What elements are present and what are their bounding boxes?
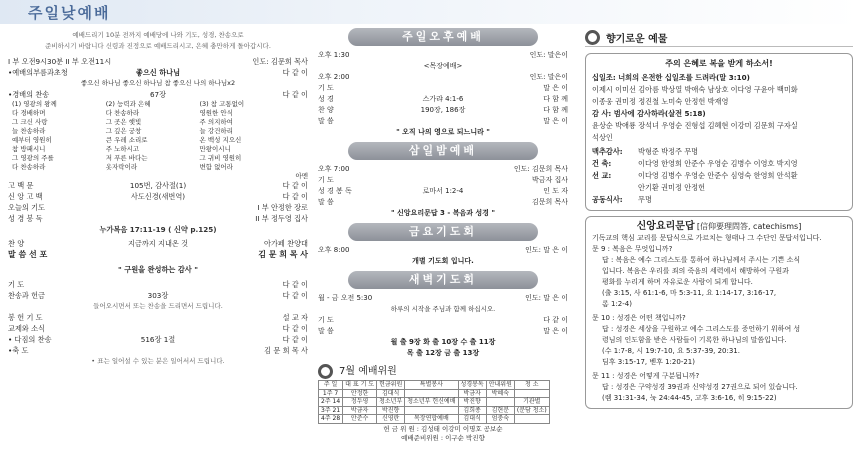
hymn-line: 그 곳은 햇빛 bbox=[105, 118, 142, 126]
offering-names: 안기환 권미정 안정헌 bbox=[638, 183, 706, 192]
order-person: 말 은 이 bbox=[543, 327, 568, 335]
service-time: 오후 8:00 bbox=[318, 246, 350, 254]
offering-note: 들어오시면서 또는 찬송을 드리면서 드립니다. bbox=[93, 302, 223, 310]
table-cell: 김현분 bbox=[486, 406, 514, 415]
order-row bbox=[8, 323, 308, 334]
order-person: 인 도 자 bbox=[543, 187, 568, 195]
table-cell bbox=[486, 398, 514, 407]
responsive-reading bbox=[8, 224, 308, 235]
order-label: 기 도 bbox=[8, 280, 25, 289]
dawn-title: 새벽기도회 bbox=[348, 271, 538, 289]
service-leader: 인도: 말 은 이 bbox=[525, 246, 568, 254]
order-person: 설 교 자 bbox=[282, 313, 308, 322]
order-label: 기 도 bbox=[318, 84, 334, 92]
hymn-line: 큰 우레 소리로 bbox=[105, 136, 148, 144]
table-header-cell: 특별봉사 bbox=[405, 381, 458, 390]
hymn-row bbox=[8, 136, 308, 145]
order-row bbox=[318, 175, 568, 186]
order-list bbox=[318, 315, 568, 337]
hymn-line: 그 크신 사랑 bbox=[12, 118, 48, 126]
order-person: 다 같 이 bbox=[543, 316, 568, 324]
hymn-row bbox=[8, 118, 308, 127]
friday-time-row bbox=[318, 245, 568, 256]
order-detail: 사도신경(새번역) bbox=[130, 192, 186, 201]
offering-names: 이다영 김병수 우영순 안준수 심영숙 한영희 안석환 bbox=[638, 171, 798, 180]
offering-row bbox=[592, 182, 846, 194]
order-label: 성 경 봉 독 bbox=[318, 187, 352, 195]
duty-title: 7월 예배위원 bbox=[339, 365, 397, 377]
order-detail: 303장 bbox=[147, 291, 169, 300]
morning-service bbox=[8, 30, 308, 367]
hymn-lyrics bbox=[8, 100, 308, 172]
order-detail: 로마서 1:2-4 bbox=[422, 187, 464, 195]
offering-row bbox=[592, 170, 846, 182]
offering-row bbox=[592, 194, 846, 206]
order-row bbox=[8, 334, 308, 345]
order-person: 다 같 이 bbox=[282, 181, 308, 190]
table-cell: 김희종 bbox=[458, 406, 486, 415]
order-label: •경배의 찬송 bbox=[8, 90, 50, 99]
bullet-icon bbox=[585, 30, 600, 45]
order-label: 성 경 bbox=[318, 95, 334, 103]
service-time: 오후 1:30 bbox=[318, 51, 350, 59]
order-label: 말 씀 bbox=[318, 117, 334, 125]
hymn-line: 다 찬송하라 bbox=[12, 163, 46, 171]
table-cell: 박혜숙 bbox=[486, 389, 514, 398]
hymn-line: 만왕이시니 bbox=[199, 145, 231, 153]
table-cell: 박진향 bbox=[458, 398, 486, 407]
afternoon-time-row bbox=[318, 50, 568, 61]
order-label: 오늘의 기도 bbox=[8, 203, 46, 212]
fragrance-header bbox=[585, 28, 853, 47]
dawn-time-row bbox=[318, 293, 568, 304]
hymn-line: 그 깊은 궁창 bbox=[105, 127, 142, 135]
order-label: •축 도 bbox=[8, 346, 29, 355]
thanks-names: 석상인 bbox=[592, 133, 613, 142]
fragrance-title: 향기로운 예물 bbox=[606, 33, 668, 45]
order-person: 다 같 이 bbox=[282, 280, 308, 289]
order-list bbox=[8, 180, 308, 224]
hymn-line: 저 푸른 바다는 bbox=[105, 154, 148, 162]
order-person: 다 함 께 bbox=[543, 95, 568, 103]
question: 문 11 : 성경은 어떻게 구분됩니까? bbox=[592, 372, 700, 380]
table-cell: 정두영 bbox=[343, 398, 377, 407]
offering-names: 박형준 박정주 무명 bbox=[638, 147, 699, 156]
duty-header bbox=[318, 362, 568, 380]
order-detail: 67장 bbox=[149, 90, 167, 99]
hymn-line: (3) 참 고통없이 bbox=[199, 100, 245, 108]
hymn-line: 영원한 안식 bbox=[199, 109, 233, 117]
intro-line-1: 예배드리기 10분 전까지 예배당에 나와 기도, 성경, 찬송으로 bbox=[72, 31, 244, 39]
order-person: II 부 정두영 집사 bbox=[255, 214, 308, 223]
order-row bbox=[318, 105, 568, 116]
offering-label: 선 교: bbox=[592, 171, 612, 180]
order-row bbox=[318, 197, 568, 208]
answer-line: (수 1:7-8, 시 19:7-10, 요 5:37-39, 20:31. bbox=[602, 347, 740, 355]
service-time: 오후 7:00 bbox=[318, 165, 350, 173]
order-row bbox=[8, 67, 308, 78]
catechism-title: 신앙요리문답 bbox=[636, 221, 695, 232]
answer-line: 딤후 3:15-17, 벧후 1:20-21) bbox=[602, 358, 695, 366]
order-row bbox=[8, 89, 308, 100]
order-label: •예배의부름과초청 bbox=[8, 68, 68, 77]
footer-note: • 표는 일어설 수 있는 분은 일어서서 드립니다. bbox=[91, 357, 225, 365]
order-person: 다 같 이 bbox=[282, 68, 308, 77]
order-list bbox=[318, 175, 568, 208]
order-label: 말 씀 선 포 bbox=[8, 250, 48, 259]
answer-line: 답 : 성경은 세상을 구원하고 예수 그리스도를 증언하기 위하여 성 bbox=[602, 325, 801, 333]
order-detail: 좋으신 하나님 bbox=[135, 68, 181, 77]
answer-line: 롬 1:2-4) bbox=[602, 300, 632, 308]
intro-line-2: 준비하시기 바랍니다 신령과 진정으로 예배드리시고, 은혜 충만하게 돌아갑시다. bbox=[45, 42, 271, 50]
order-person: 말 은 이 bbox=[543, 117, 568, 125]
afternoon-time-row-2 bbox=[318, 72, 568, 83]
table-header-row bbox=[319, 381, 550, 390]
answer-line: (렘 31:31-34, 눅 24:44-45, 고후 3:6-16, 히 9:15-22) bbox=[602, 394, 777, 402]
sermon-title-row bbox=[8, 264, 308, 275]
table-cell bbox=[405, 389, 458, 398]
offering-names: 무명 bbox=[638, 195, 652, 204]
table-header-cell: 청 소 bbox=[514, 381, 549, 390]
catechism-heading bbox=[592, 221, 846, 233]
friday-note-row bbox=[318, 256, 568, 267]
answer-line: 답 : 성경은 구약성경 39권과 신약성경 27권으로 되어 있습니다. bbox=[602, 383, 798, 391]
duty-footer-1: 헌 금 위 원 : 김성태 이강미 이명호 공보순 bbox=[383, 424, 503, 433]
offering-list bbox=[592, 146, 846, 206]
answer bbox=[592, 324, 846, 368]
hymn-row bbox=[8, 154, 308, 163]
order-label: 찬 양 bbox=[8, 239, 25, 248]
order-label: 봉 헌 기 도 bbox=[8, 313, 43, 322]
table-row bbox=[319, 415, 550, 424]
hymn-line: 온 백성 지으신 bbox=[199, 136, 242, 144]
order-list bbox=[318, 83, 568, 127]
table-header-cell: 안내위원 bbox=[486, 381, 514, 390]
hymn-row bbox=[8, 127, 308, 136]
question: 문 9 : 복음은 무엇입니까? bbox=[592, 245, 673, 253]
table-cell: 김대식 bbox=[458, 415, 486, 424]
order-label: 기 도 bbox=[318, 316, 334, 324]
order-label: 말 씀 bbox=[318, 327, 334, 335]
sermon-title: " 오직 나의 영으로 되느니라 " bbox=[396, 128, 490, 136]
table-cell: 엄중숙 bbox=[486, 415, 514, 424]
order-person: 김문희 목사 bbox=[531, 198, 568, 206]
order-person: 다 같 이 bbox=[282, 324, 308, 333]
wednesday-sermon-row bbox=[318, 208, 568, 219]
wednesday-title: 삼일밤예배 bbox=[348, 142, 538, 160]
catechism-box bbox=[585, 216, 853, 409]
dawn-schedule: 목 출 12장 금 출 13장 bbox=[406, 349, 480, 357]
order-person: 말 은 이 bbox=[543, 84, 568, 92]
hymn-line: 참 방패시니 bbox=[12, 145, 46, 153]
order-label: 교제와 소식 bbox=[8, 324, 46, 333]
hymn-line: 다 찬송하라 bbox=[105, 109, 140, 117]
order-detail: 190장, 186장 bbox=[420, 106, 466, 114]
hymn-row bbox=[8, 145, 308, 154]
bullet-icon bbox=[318, 364, 333, 379]
tithe-title: 십일조: 너희의 온전한 십일조를 드려라(말 3:10) bbox=[592, 73, 750, 82]
table-cell: 박진향 bbox=[377, 406, 405, 415]
lyrics-text: 좋으신 하나님 좋으신 하나님 참 좋으신 나의 하나님x2 bbox=[80, 79, 236, 87]
hymn-line: 주 의지하여 bbox=[199, 118, 233, 126]
table-cell bbox=[514, 415, 549, 424]
table-cell: 안준수 bbox=[343, 415, 377, 424]
hymn-line: 늘 찬송하라 bbox=[12, 127, 46, 135]
order-detail: 스가랴 4:1-6 bbox=[422, 95, 464, 103]
order-row bbox=[318, 116, 568, 127]
tithe-names: 이종웅 권미정 정진철 노미숙 안정헌 박재영 bbox=[592, 97, 729, 106]
afternoon-title: 주일오후예배 bbox=[348, 28, 538, 46]
order-person: I 부 안정한 장로 bbox=[257, 203, 308, 212]
service-time-row bbox=[8, 56, 308, 67]
order-row bbox=[8, 191, 308, 202]
order-person: 다 같 이 bbox=[282, 335, 308, 344]
fragrance-headline: 주의 은혜로 복을 받게 하소서! bbox=[665, 59, 773, 68]
order-person: 김 문 희 목 사 bbox=[264, 346, 308, 355]
order-label: 신 앙 고 백 bbox=[8, 192, 43, 201]
table-cell: 안정한 bbox=[343, 389, 377, 398]
service-leader: 인도: 말은이 bbox=[529, 51, 568, 59]
order-list bbox=[8, 279, 308, 301]
catechism-subtitle: [信仰要理問答, catechisms] bbox=[696, 222, 802, 231]
table-cell: 기관별 bbox=[514, 398, 549, 407]
dawn-schedule-row bbox=[318, 337, 568, 348]
question: 문 10 : 성경은 어떤 책입니까? bbox=[592, 314, 686, 322]
hymn-line: (2) 능력과 은혜 bbox=[105, 100, 151, 108]
table-row bbox=[319, 406, 550, 415]
offering-label: 건 축: bbox=[592, 159, 612, 168]
order-person: 다 같 이 bbox=[282, 291, 308, 300]
friday-title: 금요기도회 bbox=[348, 223, 538, 241]
table-cell: 박금자 bbox=[458, 389, 486, 398]
order-label: 기 도 bbox=[318, 176, 334, 184]
hymn-line: 변함 없어라 bbox=[199, 163, 233, 171]
order-row bbox=[8, 345, 308, 356]
sermon-title: " 신앙요리문답 3 - 복음과 성경 " bbox=[390, 209, 496, 217]
thanks-names: 윤상순 박애룡 장석녀 우영순 진형섭 김혜현 이강미 김문희 구자실 bbox=[592, 121, 798, 130]
responsive-text: 누가복음 17:11-19 ( 신약 p.125) bbox=[99, 225, 217, 234]
table-cell: (분담 청소) bbox=[514, 406, 549, 415]
order-person: 박금자 집사 bbox=[531, 176, 568, 184]
choir-row bbox=[8, 238, 308, 249]
service-leader: 인도: 김문희 목사 bbox=[252, 57, 308, 66]
order-label: 찬송과 헌금 bbox=[8, 291, 46, 300]
table-cell: 2주 14 bbox=[319, 398, 343, 407]
catechism-intro: 기독교의 핵심 교리를 문답식으로 가르치는 형태나 그 수단인 문답서입니다. bbox=[592, 234, 822, 242]
table-header-cell: 주 일 bbox=[319, 381, 343, 390]
order-person: 다 같 이 bbox=[282, 90, 308, 99]
tithe-names: 이제시 이미선 김아름 박상열 박애숙 남상호 이다영 구윤아 백미화 bbox=[592, 85, 798, 94]
afternoon-sermon-row bbox=[318, 127, 568, 138]
offering-row bbox=[592, 146, 846, 158]
page-title: 주일낮예배 bbox=[28, 4, 111, 22]
group-row bbox=[318, 61, 568, 72]
dawn-schedule: 월 출 9장 화 출 10장 수 출 11장 bbox=[390, 338, 496, 346]
table-cell: 박금자 bbox=[343, 406, 377, 415]
table-header-cell: 헌금위원 bbox=[377, 381, 405, 390]
service-time: 월 - 금 오전 5:30 bbox=[318, 294, 373, 302]
order-row bbox=[8, 290, 308, 301]
answer-line: 평화를 누리게 하며 자유로운 사람이 되게 합니다. bbox=[602, 278, 753, 286]
answer-line: 령님의 인도함을 받은 사람들이 기록한 하나님의 말씀입니다. bbox=[602, 336, 787, 344]
right-column bbox=[585, 28, 853, 409]
top-banner bbox=[0, 0, 860, 24]
answer-line: (출 3:15, 사 61:1-6, 마 5:3-11, 요 1:14-17, 3:16-17, bbox=[602, 289, 777, 297]
sermon-title: " 구원을 완성하는 감사 " bbox=[118, 265, 198, 274]
order-person: 다 함 께 bbox=[543, 106, 568, 114]
hymn-line: 옷자락이라 bbox=[105, 163, 138, 171]
order-row bbox=[318, 326, 568, 337]
order-label: 고 백 문 bbox=[8, 181, 34, 190]
service-time: 오후 2:00 bbox=[318, 73, 350, 81]
duty-footer-2: 예배준비위원 : 이구순 박진향 bbox=[401, 433, 485, 442]
hymn-line: 그 귀비 영원히 bbox=[199, 154, 242, 162]
offering-label: 맥추감사: bbox=[592, 147, 623, 156]
dawn-note: 하루의 시작을 주님과 함께 하십시오. bbox=[390, 305, 496, 313]
answer-line: 답 : 복음은 예수 그리스도를 통하여 하나님께서 주시는 기쁜 소식 bbox=[602, 256, 801, 264]
order-row bbox=[8, 202, 308, 213]
hymn-row bbox=[8, 109, 308, 118]
dawn-note-row bbox=[318, 304, 568, 315]
table-header-cell: 성경봉독 bbox=[458, 381, 486, 390]
amen: 아멘 bbox=[295, 172, 308, 180]
table-row bbox=[319, 389, 550, 398]
table-row bbox=[319, 398, 550, 407]
order-label: 말 씀 bbox=[318, 198, 334, 206]
order-detail: 105번, 감사절(1) bbox=[129, 181, 187, 190]
table-cell: 신영란 bbox=[377, 415, 405, 424]
order-row bbox=[318, 83, 568, 94]
service-leader: 인도: 말 은 이 bbox=[525, 294, 568, 302]
order-person: 다 같 이 bbox=[282, 192, 308, 201]
offering-names: 이다영 한영희 안준수 우영순 김병수 이영호 박지영 bbox=[638, 159, 798, 168]
order-row bbox=[8, 312, 308, 323]
order-detail: 지금까지 지내온 것 bbox=[127, 239, 189, 248]
hymn-row bbox=[8, 163, 308, 172]
table-cell: 청소년부 헌신예배 bbox=[405, 398, 458, 407]
duty-table bbox=[318, 380, 550, 424]
order-row bbox=[8, 213, 308, 224]
hymn-line: 예부터 영원히 bbox=[12, 136, 52, 144]
order-row bbox=[318, 186, 568, 197]
dawn-schedule-row bbox=[318, 348, 568, 359]
hymn-row bbox=[8, 100, 308, 109]
order-list bbox=[8, 312, 308, 356]
call-lyrics bbox=[8, 78, 308, 89]
order-label: • 다짐의 찬송 bbox=[8, 335, 52, 344]
group-label: <목장예배> bbox=[423, 62, 463, 70]
order-row bbox=[318, 315, 568, 326]
thanks-title: 감 사: 범사에 감사하라(살전 5:18) bbox=[592, 109, 706, 118]
service-leader: 인도: 김문희 목사 bbox=[513, 165, 568, 173]
hymn-line: 다 경배하며 bbox=[12, 109, 46, 117]
order-label: 성 경 봉 독 bbox=[8, 214, 43, 223]
wednesday-time-row bbox=[318, 164, 568, 175]
order-row bbox=[8, 180, 308, 191]
order-person: 김 문 희 목 사 bbox=[258, 250, 308, 259]
fragrance-box bbox=[585, 53, 853, 211]
hymn-line: 그 영광의 주를 bbox=[12, 154, 54, 162]
order-label: 찬 양 bbox=[318, 106, 334, 114]
order-person: 아가페 찬양대 bbox=[264, 239, 308, 248]
order-detail: 516장 1절 bbox=[140, 335, 176, 344]
answer-line: 입니다. 복음은 우리를 죄의 죽음의 세력에서 해방하여 구원과 bbox=[602, 267, 789, 275]
footer-note-row bbox=[8, 356, 308, 367]
friday-note: 개별 기도회 입니다. bbox=[412, 257, 474, 265]
table-cell bbox=[514, 389, 549, 398]
table-cell: 목장연합예배 bbox=[405, 415, 458, 424]
offering-row bbox=[592, 158, 846, 170]
order-row bbox=[8, 279, 308, 290]
hymn-line: (1) 영광의 왕께 bbox=[12, 100, 57, 108]
offering-label: 공동식사: bbox=[592, 195, 623, 204]
order-row bbox=[318, 94, 568, 105]
service-time: I 부 오전9시30분 II 부 오전11시 bbox=[8, 57, 112, 66]
answer bbox=[592, 255, 846, 310]
table-cell: 3주 21 bbox=[319, 406, 343, 415]
table-cell: 1주 7 bbox=[319, 389, 343, 398]
table-header-cell: 대 표 기 도 bbox=[343, 381, 377, 390]
service-leader: 인도: 말은이 bbox=[529, 73, 568, 81]
weekly-services bbox=[318, 28, 568, 443]
table-cell bbox=[405, 406, 458, 415]
hymn-line: 주 노하시고 bbox=[105, 145, 140, 153]
hymn-line: 늘 강건하리 bbox=[199, 127, 233, 135]
table-cell: 청소년부 bbox=[377, 398, 405, 407]
offering-note-row bbox=[8, 301, 308, 312]
table-cell: 김대식 bbox=[377, 389, 405, 398]
table-cell: 4주 28 bbox=[319, 415, 343, 424]
sermon-row bbox=[8, 249, 308, 260]
answer bbox=[592, 382, 846, 404]
